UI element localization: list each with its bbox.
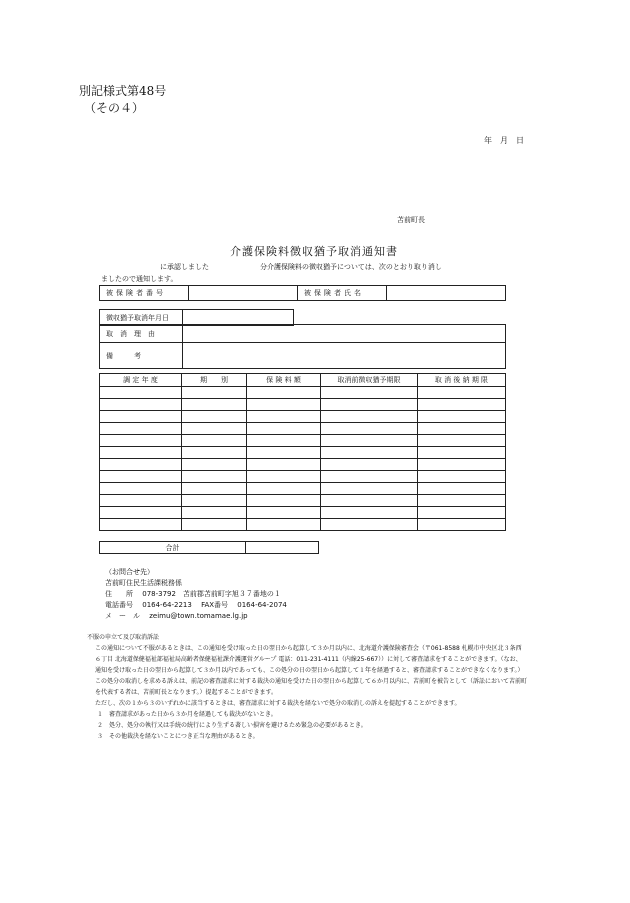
header-year: 調 定 年 度	[100, 374, 182, 387]
form-number: 別記様式第48号	[79, 84, 167, 98]
cancel-date-label: 徴収猶予取消年月日	[100, 310, 183, 326]
table-cell[interactable]	[321, 399, 418, 411]
table-cell[interactable]	[100, 507, 182, 519]
header-pre-cancel-deadline: 取消前徴収猶予期限	[321, 374, 418, 387]
table-cell[interactable]	[418, 507, 506, 519]
table-cell[interactable]	[418, 495, 506, 507]
notes-heading: 不服の申立て及び取消訴訟	[87, 634, 160, 641]
contact-heading: （お問合せ先）	[105, 568, 154, 576]
contact-fax-label: FAX番号	[201, 601, 229, 609]
contact-email-label: メ ー ル	[105, 612, 140, 620]
notes-item-3: ３ その他裁決を経ないことにつき正当な理由があるとき。	[97, 733, 259, 740]
form-sub-number: （その４）	[84, 101, 145, 115]
table-cell[interactable]	[100, 435, 182, 447]
contact-address-row	[105, 589, 287, 600]
table-row	[100, 423, 506, 435]
table-cell[interactable]	[182, 495, 247, 507]
table-cell[interactable]	[100, 411, 182, 423]
table-cell[interactable]	[321, 459, 418, 471]
table-cell[interactable]	[321, 519, 418, 531]
table-row	[100, 507, 506, 519]
table-row	[100, 459, 506, 471]
table-cell[interactable]	[182, 447, 247, 459]
table-row	[100, 411, 506, 423]
contact-phone: 0164-64-2213	[142, 601, 192, 609]
notes-paragraph-1: この通知について不服があるときは、この通知を受け取った日の翌日から起算して３か月以内に、北海道介護保険審査会（〒061-8588 札幌市中央区北３条西６丁目 北海道保健福祉部福祉局高齢者保健福祉課介護運営グループ 電話：011-231-4111（内線25-667））に対して審査請求をすることができます。（なお、通知を受け取った日の翌日から起算して３か月以内であっても、この処分の日の翌日から起算して１年を経過すると、審査請求することができなくなります。）	[95, 645, 524, 674]
table-row	[100, 447, 506, 459]
contact-email-row	[105, 611, 287, 622]
table-cell[interactable]	[182, 483, 247, 495]
table-cell[interactable]	[418, 387, 506, 399]
table-cell[interactable]	[418, 399, 506, 411]
table-cell[interactable]	[100, 387, 182, 399]
notes-item-2: ２ 処分、処分の執行又は手続の続行により生ずる著しい損害を避けるため緊急の必要があるとき。	[97, 722, 367, 729]
table-cell[interactable]	[247, 471, 321, 483]
intro-text-1a: に承認しました	[160, 263, 209, 271]
header-period: 期 別	[182, 374, 247, 387]
table-cell[interactable]	[247, 387, 321, 399]
table-cell[interactable]	[418, 447, 506, 459]
insured-name-label: 被保険者氏名	[298, 286, 387, 301]
cancel-reason-table	[99, 324, 506, 369]
table-cell[interactable]	[182, 471, 247, 483]
table-cell[interactable]	[418, 519, 506, 531]
table-cell[interactable]	[247, 435, 321, 447]
table-row	[100, 387, 506, 399]
remarks-label: 備 考	[100, 343, 183, 369]
table-cell[interactable]	[321, 495, 418, 507]
table-cell[interactable]	[100, 399, 182, 411]
table-cell[interactable]	[321, 447, 418, 459]
total-label: 合計	[100, 542, 246, 554]
table-cell[interactable]	[182, 399, 247, 411]
table-cell[interactable]	[247, 519, 321, 531]
notes-paragraph-3: ただし、次の１から３のいずれかに該当するときは、審査請求に対する裁決を経ないで処分の取消しの訴えを提起することができます。	[95, 700, 461, 707]
table-row	[100, 495, 506, 507]
table-row	[100, 399, 506, 411]
insured-number-value[interactable]	[189, 286, 298, 301]
header-amount: 保 険 料 額	[247, 374, 321, 387]
table-cell[interactable]	[182, 459, 247, 471]
issuer-name: 苫前町長	[397, 216, 425, 224]
appeal-notes	[87, 632, 527, 742]
insured-number-label: 被保険者番号	[100, 286, 189, 301]
table-cell[interactable]	[100, 495, 182, 507]
table-cell[interactable]	[418, 483, 506, 495]
table-row	[100, 471, 506, 483]
table-cell[interactable]	[247, 447, 321, 459]
cancel-reason-value[interactable]	[183, 325, 506, 343]
intro-text-1b: 分介護保険料の徴収猶予については、次のとおり取り消し	[260, 263, 442, 271]
table-cell[interactable]	[100, 423, 182, 435]
table-cell[interactable]	[247, 507, 321, 519]
table-cell[interactable]	[418, 471, 506, 483]
insured-name-value[interactable]	[387, 286, 506, 301]
contact-phone-label: 電話番号	[105, 601, 133, 609]
table-row	[100, 519, 506, 531]
table-cell[interactable]	[321, 387, 418, 399]
notes-item-1: １ 審査請求があった日から３か月を経過しても裁決がないとき。	[97, 711, 277, 718]
table-cell[interactable]	[100, 459, 182, 471]
contact-fax: 0164-64-2074	[237, 601, 287, 609]
table-cell[interactable]	[247, 399, 321, 411]
table-cell[interactable]	[247, 483, 321, 495]
cancel-reason-label: 取 消 理 由	[100, 325, 183, 343]
table-cell[interactable]	[321, 435, 418, 447]
table-cell[interactable]	[182, 387, 247, 399]
table-cell[interactable]	[418, 423, 506, 435]
contact-email[interactable]: zeimu@town.tomamae.lg.jp	[149, 612, 248, 620]
table-row	[100, 483, 506, 495]
table-cell[interactable]	[247, 411, 321, 423]
table-cell[interactable]	[321, 411, 418, 423]
table-cell[interactable]	[100, 483, 182, 495]
contact-address-label: 住 所	[105, 590, 133, 598]
table-cell[interactable]	[100, 519, 182, 531]
table-cell[interactable]	[418, 411, 506, 423]
insured-info-table	[99, 285, 506, 301]
notes-paragraph-2: この処分の取消しを求める訴えは、前記の審査請求に対する裁決の通知を受けた日の翌日から起算して６か月以内に、苫前町を被告として（訴訟において苫前町を代表する者は、苫前町長となります。）提起することができます。	[95, 678, 528, 696]
table-cell[interactable]	[321, 471, 418, 483]
table-cell[interactable]	[247, 459, 321, 471]
table-cell[interactable]	[321, 483, 418, 495]
contact-phone-row	[105, 600, 287, 611]
date-line: 年 月 日	[484, 136, 524, 145]
table-cell[interactable]	[321, 507, 418, 519]
table-cell[interactable]	[100, 447, 182, 459]
total-table	[99, 541, 319, 554]
contact-block	[105, 567, 287, 622]
table-cell[interactable]	[182, 423, 247, 435]
table-cell[interactable]	[182, 519, 247, 531]
header-post-cancel-deadline: 取 消 後 納 期 限	[418, 374, 506, 387]
table-cell[interactable]	[418, 435, 506, 447]
detail-header-row	[100, 374, 506, 387]
table-cell[interactable]	[418, 459, 506, 471]
table-cell[interactable]	[182, 507, 247, 519]
intro-text-2: ましたので通知します。	[101, 275, 178, 283]
table-cell[interactable]	[247, 423, 321, 435]
contact-dept: 苫前町住民生活課税務係	[105, 579, 182, 587]
table-cell[interactable]	[321, 423, 418, 435]
table-cell[interactable]	[100, 471, 182, 483]
detail-body	[100, 387, 506, 531]
document-title: 介護保険料徴収猶予取消通知書	[230, 245, 398, 258]
table-row	[100, 435, 506, 447]
remarks-value[interactable]	[183, 343, 506, 369]
total-value[interactable]	[246, 542, 319, 554]
contact-address: 078-3792 苫前郡苫前町字旭３７番地の１	[142, 590, 281, 598]
table-cell[interactable]	[182, 435, 247, 447]
table-cell[interactable]	[182, 411, 247, 423]
detail-table	[99, 373, 506, 531]
table-cell[interactable]	[247, 495, 321, 507]
